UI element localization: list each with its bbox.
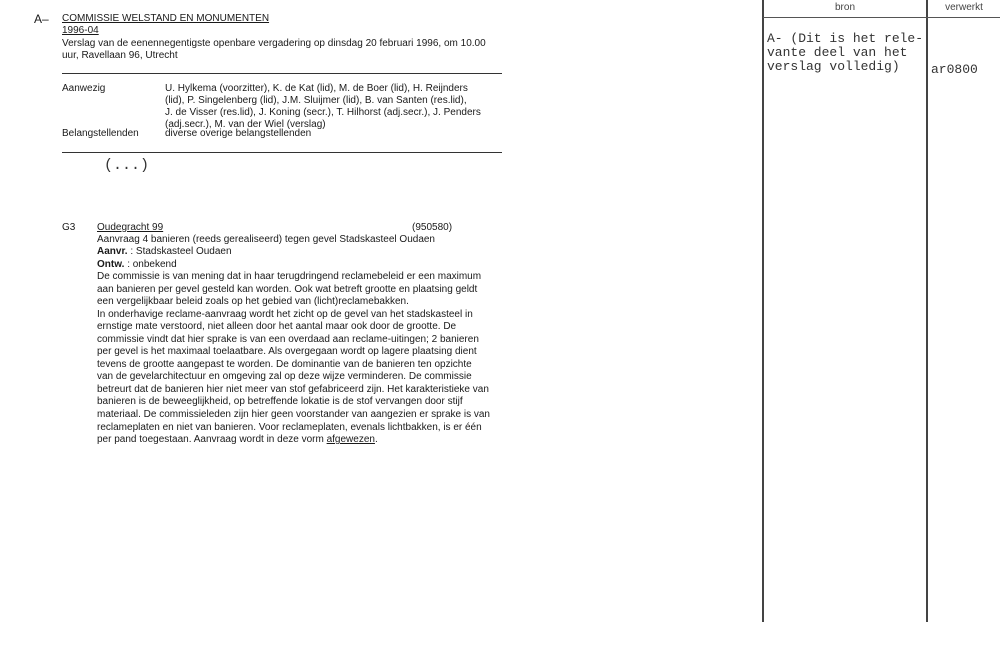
item-reference: (950580) <box>412 222 453 233</box>
present-line: J. de Visser (res.lid), J. Koning (secr.), T. Hilhorst (adj.secr.), J. Penders <box>165 107 481 118</box>
section-marker: A– <box>34 12 49 26</box>
item-request: Aanvraag 4 banieren (reeds gerealiseerd) tegen gevel Stadskasteel Oudaen <box>97 234 435 245</box>
document-number: 1996-04 <box>62 25 99 36</box>
designer-value: : onbekend <box>127 259 177 270</box>
document-title: COMMISSIE WELSTAND EN MONUMENTEN <box>62 13 270 24</box>
column-border <box>762 0 764 622</box>
body-line: In onderhavige reclame-aanvraag wordt het zicht op de gevel van het stadskasteel in <box>97 308 473 320</box>
body-line: een vergelijkbaar beleid zoals op het gebied van (licht)reclamebakken. <box>97 296 409 308</box>
present-line: (adj.secr.), M. van der Wiel (verslag) <box>165 119 326 130</box>
applicant-value: : Stadskasteel Oudaen <box>130 246 232 257</box>
body-line: aan banieren per gevel gesteld kan worden. Ook wat betreft grootte en plaatsing geldt <box>97 283 478 295</box>
body-line: banieren is de beweeglijkheid, op betreffende lokatie is de stof vervangen door stijf <box>97 396 463 408</box>
last-line-end: . <box>374 434 378 446</box>
subtitle-line: uur, Ravellaan 96, Utrecht <box>62 50 178 61</box>
ellipsis: (...) <box>104 157 150 174</box>
item-body <box>97 271 517 447</box>
source-note-line: verslag volledig) <box>767 59 900 74</box>
body-line: ernstige mate verstoord, niet alleen door het aantal maar ook door de grootte. De <box>97 321 457 333</box>
body-line: materiaal. De commissieleden zijn hier geen voorstander van aangezien er sprake is van <box>97 409 490 421</box>
body-line-last <box>97 434 517 447</box>
column-border <box>926 0 928 622</box>
body-line: tevens de grootte aangepast te worden. De dominantie van de banieren ten opzichte <box>97 358 472 370</box>
body-line: per gevel is het maximaal toelaatbare. Als overgegaan wordt op lagere plaatsing dient <box>97 346 477 358</box>
present-line: (lid), P. Singelenberg (lid), J.M. Sluijmer (lid), B. van Santen (res.lid), <box>165 95 467 106</box>
divider <box>62 152 502 153</box>
body-line: betreurt dat de banieren hier niet meer van stof gefabriceerd zijn. Het karakteristieke van <box>97 383 489 395</box>
body-line: van de gevelarchitectuur en omgeving zal op deze wijze verminderen. De commissie <box>97 371 472 383</box>
source-note-line: A- (Dit is het rele- <box>767 31 924 46</box>
applicant-label: Aanvr. <box>97 246 128 257</box>
source-note-line: vante deel van het <box>767 45 908 60</box>
subtitle-line: Verslag van de eenennegentigste openbare vergadering op dinsdag 20 februari 1996, om 10.00 <box>62 38 486 49</box>
decision: afgewezen <box>326 434 375 446</box>
column-header-processed: verwerkt <box>945 2 983 13</box>
processed-code: ar0800 <box>931 62 978 77</box>
divider <box>62 73 502 74</box>
body-line: commissie vindt dat hier sprake is van een overdaad aan reclame-uitingen; 2 banieren <box>97 333 479 345</box>
column-header-source: bron <box>834 2 855 13</box>
body-line: reclameplaten en niet van banieren. Voor reclameplaten, evenals lichtbakken, is er één <box>97 421 482 433</box>
applicant <box>97 246 232 258</box>
header-divider <box>763 17 1000 18</box>
last-line-text: per pand toegestaan. Aanvraag wordt in deze vorm <box>97 434 327 446</box>
present-line: U. Hylkema (voorzitter), K. de Kat (lid), M. de Boer (lid), H. Reijnders <box>165 83 468 94</box>
stakeholders-label: Belangstellenden <box>62 128 139 139</box>
designer <box>97 259 177 271</box>
stakeholders-value: diverse overige belangstellenden <box>165 128 312 139</box>
designer-label: Ontw. <box>97 259 125 270</box>
item-code: G3 <box>62 222 76 233</box>
body-line: De commissie is van mening dat in haar terugdringend reclamebeleid er een maximum <box>97 271 482 282</box>
present-label: Aanwezig <box>62 83 106 94</box>
item-address: Oudegracht 99 <box>97 222 164 233</box>
